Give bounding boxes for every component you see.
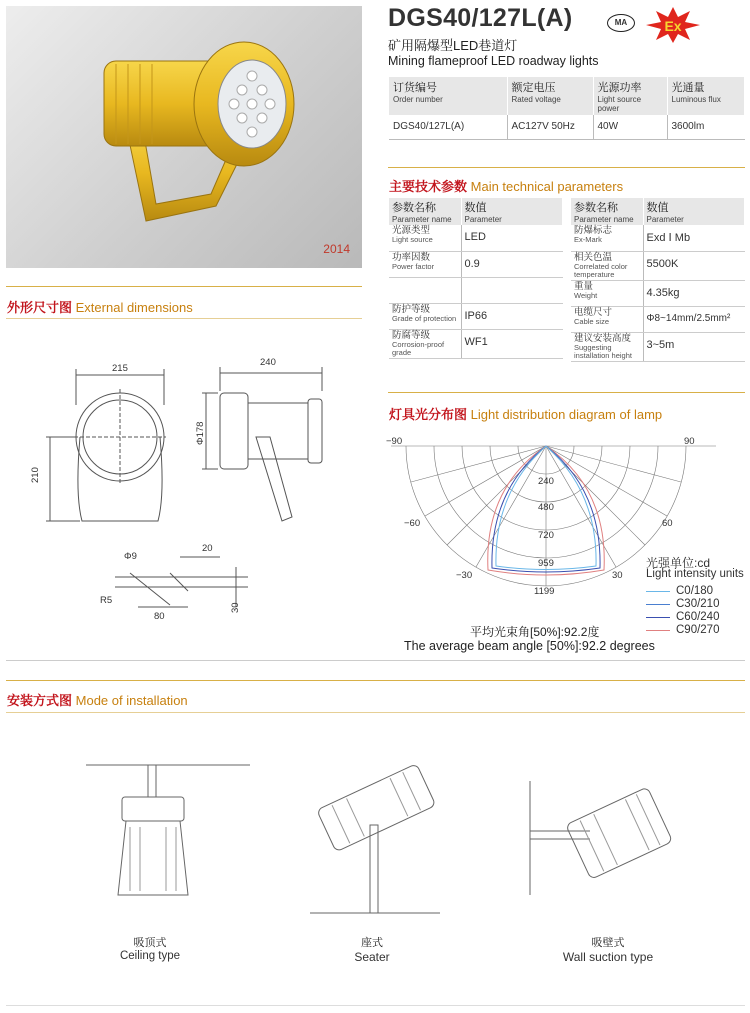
section-rule — [6, 660, 745, 661]
ring-label: 240 — [538, 476, 554, 487]
dim-20: 20 — [202, 543, 213, 554]
ex-mark-text: Ex — [664, 18, 682, 34]
dim-diameter-178: Φ178 — [195, 421, 206, 445]
dim-hole-phi9: Φ9 — [124, 551, 137, 562]
dim-height-210: 210 — [30, 467, 41, 483]
installation-drawings — [60, 745, 720, 935]
dim-length-240: 240 — [260, 357, 276, 368]
intensity-unit-cn: 光强单位:cd — [646, 556, 711, 570]
legend-item: C30/210 — [646, 598, 742, 611]
angle-label: −30 — [456, 570, 473, 581]
dim-30: 30 — [230, 602, 241, 613]
order-cell: 3600lm — [667, 115, 745, 139]
photo-year: 2014 — [323, 242, 350, 256]
ring-label: 1199 — [534, 586, 555, 597]
order-cell: DGS40/127L(A) — [389, 115, 507, 139]
table-row: 防护等级 Grade of protection IP66 — [389, 303, 563, 329]
intensity-unit-en: Light intensity units — [646, 568, 744, 580]
beam-angle-en: The average beam angle [50%]:92.2 degrees — [404, 639, 655, 653]
section-rule — [6, 680, 745, 681]
section-rule — [6, 318, 362, 319]
table-row — [389, 115, 745, 139]
beam-angle-cn: 平均光束角[50%]:92.2度 — [470, 625, 600, 639]
chart-legend — [646, 585, 742, 637]
section-header-light: 灯具光分布图 Light distribution diagram of lamp — [389, 407, 663, 422]
table-row: 相关色温 Correlated color temperature 5500K — [571, 251, 745, 280]
params-table-right — [571, 198, 745, 362]
section-rule — [388, 167, 745, 168]
angle-label: −60 — [404, 518, 421, 529]
install-caption-seater: 座式 Seater — [354, 937, 390, 964]
product-name-en: Mining flameproof LED roadway lights — [388, 54, 599, 68]
product-name-cn: 矿用隔爆型LED巷道灯 — [388, 38, 518, 53]
table-row: 防爆标志 Ex-Mark Exd Ⅰ Mb — [571, 225, 745, 251]
ring-label: 480 — [538, 502, 554, 513]
order-table-header — [389, 77, 745, 115]
ex-certification-mark — [645, 6, 701, 44]
legend-item: C90/270 — [646, 624, 742, 637]
section-header-params: 主要技术参数 Main technical parameters — [389, 179, 624, 194]
section-rule — [6, 1005, 745, 1006]
legend-item: C0/180 — [646, 585, 742, 598]
table-row — [389, 277, 563, 303]
model-title: DGS40/127L(A) — [388, 4, 573, 32]
angle-label: 90 — [684, 436, 695, 447]
angle-label: 30 — [612, 570, 623, 581]
angle-label: −90 — [386, 436, 403, 447]
ring-label: 720 — [538, 530, 554, 541]
order-table — [389, 77, 745, 140]
section-header-dimensions: 外形尺寸图 External dimensions — [7, 300, 193, 315]
install-caption-ceiling: 吸顶式 Ceiling type — [119, 937, 181, 962]
install-caption-wall: 吸壁式 Wall suction type — [562, 937, 654, 964]
params-table-left — [389, 198, 563, 359]
dim-width-215: 215 — [112, 363, 128, 374]
table-row: 防腐等级 Corrosion-proof grade WF1 — [389, 329, 563, 358]
section-header-install: 安装方式图 Mode of installation — [7, 693, 188, 708]
table-row: 光源类型 Light source LED — [389, 225, 563, 251]
section-rule — [388, 392, 745, 393]
order-cell: 40W — [593, 115, 667, 139]
angle-label: 60 — [662, 518, 673, 529]
dim-80: 80 — [154, 611, 165, 622]
dimension-drawing — [20, 345, 365, 635]
order-header-cell: 额定电压 Rated voltage — [507, 77, 593, 115]
dim-r5: R5 — [100, 595, 113, 606]
lamp-photo-illustration — [6, 6, 362, 268]
section-rule — [6, 286, 362, 287]
order-header-cell: 光通量 Luminous flux — [667, 77, 745, 115]
table-row: 电缆尺寸 Cable size Φ8~14mm/2.5mm² — [571, 306, 745, 332]
table-row: 建议安装高度 Suggesting installation height 3~5m — [571, 332, 745, 361]
ma-certification-mark: MA — [607, 14, 635, 32]
product-photo — [6, 6, 362, 268]
legend-item: C60/240 — [646, 611, 742, 624]
order-header-cell: 订货编号 Order number — [389, 77, 507, 115]
order-cell: AC127V 50Hz — [507, 115, 593, 139]
table-row: 功率因数 Power factor 0.9 — [389, 251, 563, 277]
order-header-cell: 光源功率 Light source power — [593, 77, 667, 115]
params-header: 参数名称 Parameter name 数值 Parameter — [389, 198, 563, 225]
table-row: 重量 Weight 4.35kg — [571, 280, 745, 306]
section-rule — [6, 712, 745, 713]
ring-label: 959 — [538, 558, 554, 569]
params-header: 参数名称 Parameter name 数值 Parameter — [571, 198, 745, 225]
